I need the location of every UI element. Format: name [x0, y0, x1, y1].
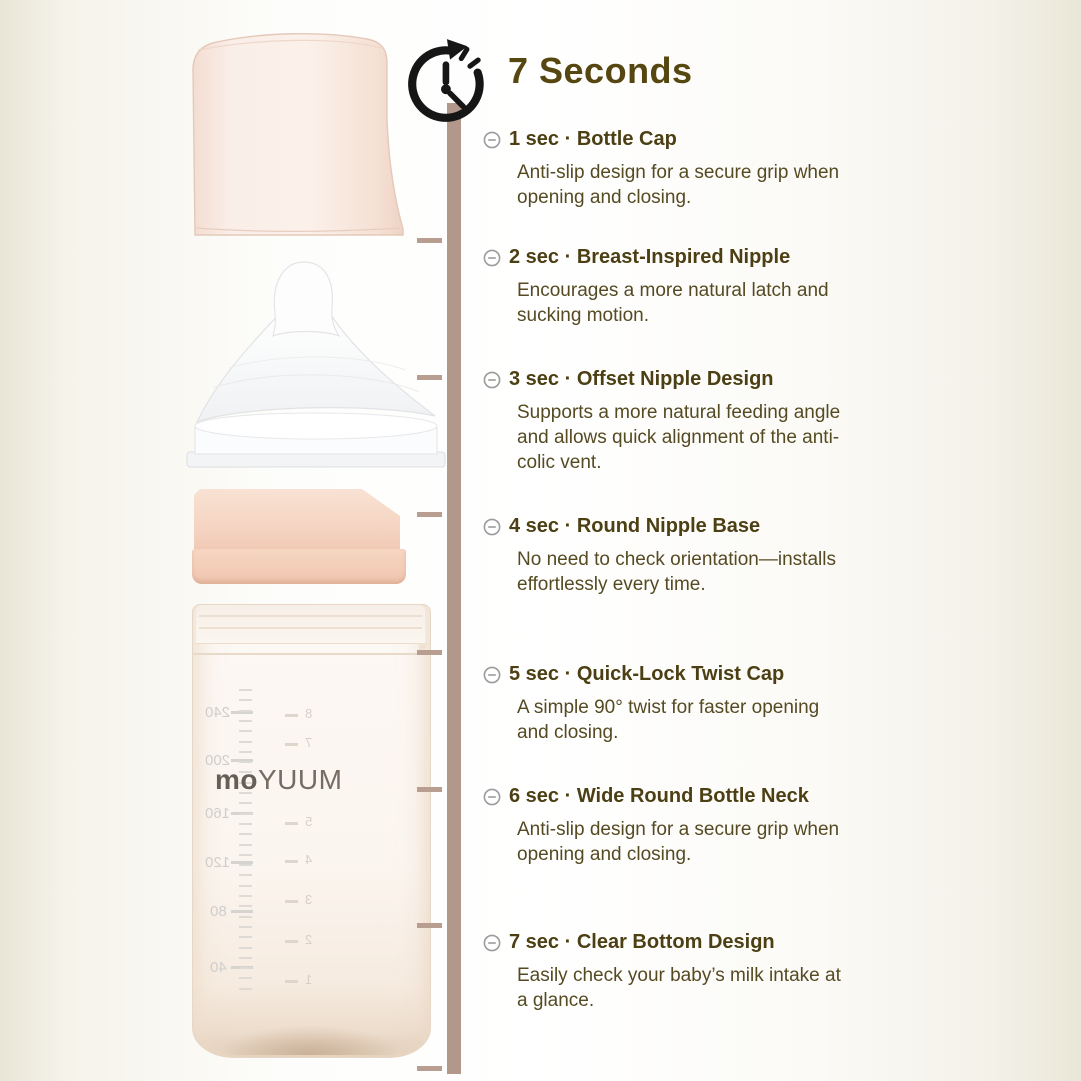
scale-oz-tick: [285, 822, 298, 825]
scale-ml-160: 160: [205, 805, 231, 822]
minus-circle-icon: [483, 788, 501, 806]
timeline-tick: [417, 923, 442, 928]
nipple-base-ring-image: [192, 489, 408, 586]
scale-oz-tick: [285, 980, 298, 983]
bottle-cap-image: [186, 28, 408, 240]
step-description: Encourages a more natural latch and sucking motion.: [517, 280, 829, 326]
bottle-bottom-shading: [197, 1013, 424, 1055]
scale-oz-2: 2: [305, 932, 313, 947]
timeline-tick: [417, 1066, 442, 1071]
timeline-tick: [417, 787, 442, 792]
timeline-tick: [417, 375, 442, 380]
step-7: [482, 931, 854, 1013]
scale-oz-8: 8: [305, 706, 313, 721]
step-1: [482, 128, 854, 210]
step-description: A simple 90° twist for faster opening and closing.: [517, 697, 820, 743]
scale-major-tick: [231, 910, 253, 913]
neck-thread-line: [199, 627, 422, 629]
neck-flange-line: [193, 653, 429, 655]
step-heading: 4 sec · Round Nipple Base: [509, 515, 761, 537]
scale-ml-240: 240: [205, 704, 231, 721]
scale-oz-5: 5: [305, 814, 313, 829]
scale-oz-tick: [285, 860, 298, 863]
step-heading: 2 sec · Breast-Inspired Nipple: [509, 246, 791, 268]
ring-lip: [192, 549, 406, 584]
timeline-tick: [417, 512, 442, 517]
step-2: [482, 246, 854, 328]
step-3: [482, 368, 854, 475]
step-description: Anti-slip design for a secure grip when opening and closing.: [517, 162, 840, 208]
step-description: Supports a more natural feeding angle and allows quick alignment of the anti-colic vent.: [517, 402, 841, 473]
stopwatch-arrow-icon: [403, 33, 495, 125]
step-4: [482, 515, 854, 597]
step-heading: 6 sec · Wide Round Bottle Neck: [509, 785, 809, 807]
step-heading: 3 sec · Offset Nipple Design: [509, 368, 774, 390]
step-heading: 7 sec · Clear Bottom Design: [509, 931, 775, 953]
scale-oz-3: 3: [305, 892, 313, 907]
page-title: 7 Seconds: [508, 50, 693, 91]
step-5: [482, 663, 854, 745]
scale-oz-1: 1: [305, 972, 313, 987]
step-6: [482, 785, 854, 867]
bottle-neck-rim: [196, 605, 425, 644]
scale-oz-tick: [285, 900, 298, 903]
scale-ml-80: 80: [209, 903, 227, 920]
step-description: Anti-slip design for a secure grip when opening and closing.: [517, 819, 840, 865]
moyuum-logo: moYUUM: [215, 764, 343, 795]
scale-ml-120: 120: [205, 854, 231, 871]
minus-circle-icon: [483, 131, 501, 149]
minus-circle-icon: [483, 518, 501, 536]
minus-circle-icon: [483, 934, 501, 952]
minus-circle-icon: [483, 371, 501, 389]
neck-thread-line: [199, 615, 422, 617]
ring-top-surface: [194, 489, 400, 551]
scale-ml-200: 200: [205, 752, 231, 769]
timeline-tick: [417, 650, 442, 655]
bottle-body-image: [192, 604, 431, 1058]
minus-circle-icon: [483, 249, 501, 267]
step-heading: 1 sec · Bottle Cap: [509, 128, 677, 150]
step-description: Easily check your baby’s milk intake at a glance.: [517, 965, 841, 1011]
nipple-image: [183, 256, 449, 490]
step-description: No need to check orientation—installs effortlessly every time.: [517, 549, 836, 595]
scale-oz-7: 7: [305, 735, 313, 750]
timeline-bar: [447, 103, 461, 1074]
scale-ml-40: 40: [209, 959, 227, 976]
scale-oz-4: 4: [305, 852, 313, 867]
minus-circle-icon: [483, 666, 501, 684]
scale-oz-tick: [285, 714, 298, 717]
scale-oz-tick: [285, 940, 298, 943]
step-heading: 5 sec · Quick-Lock Twist Cap: [509, 663, 785, 685]
scale-oz-tick: [285, 743, 298, 746]
timeline-tick: [417, 238, 442, 243]
